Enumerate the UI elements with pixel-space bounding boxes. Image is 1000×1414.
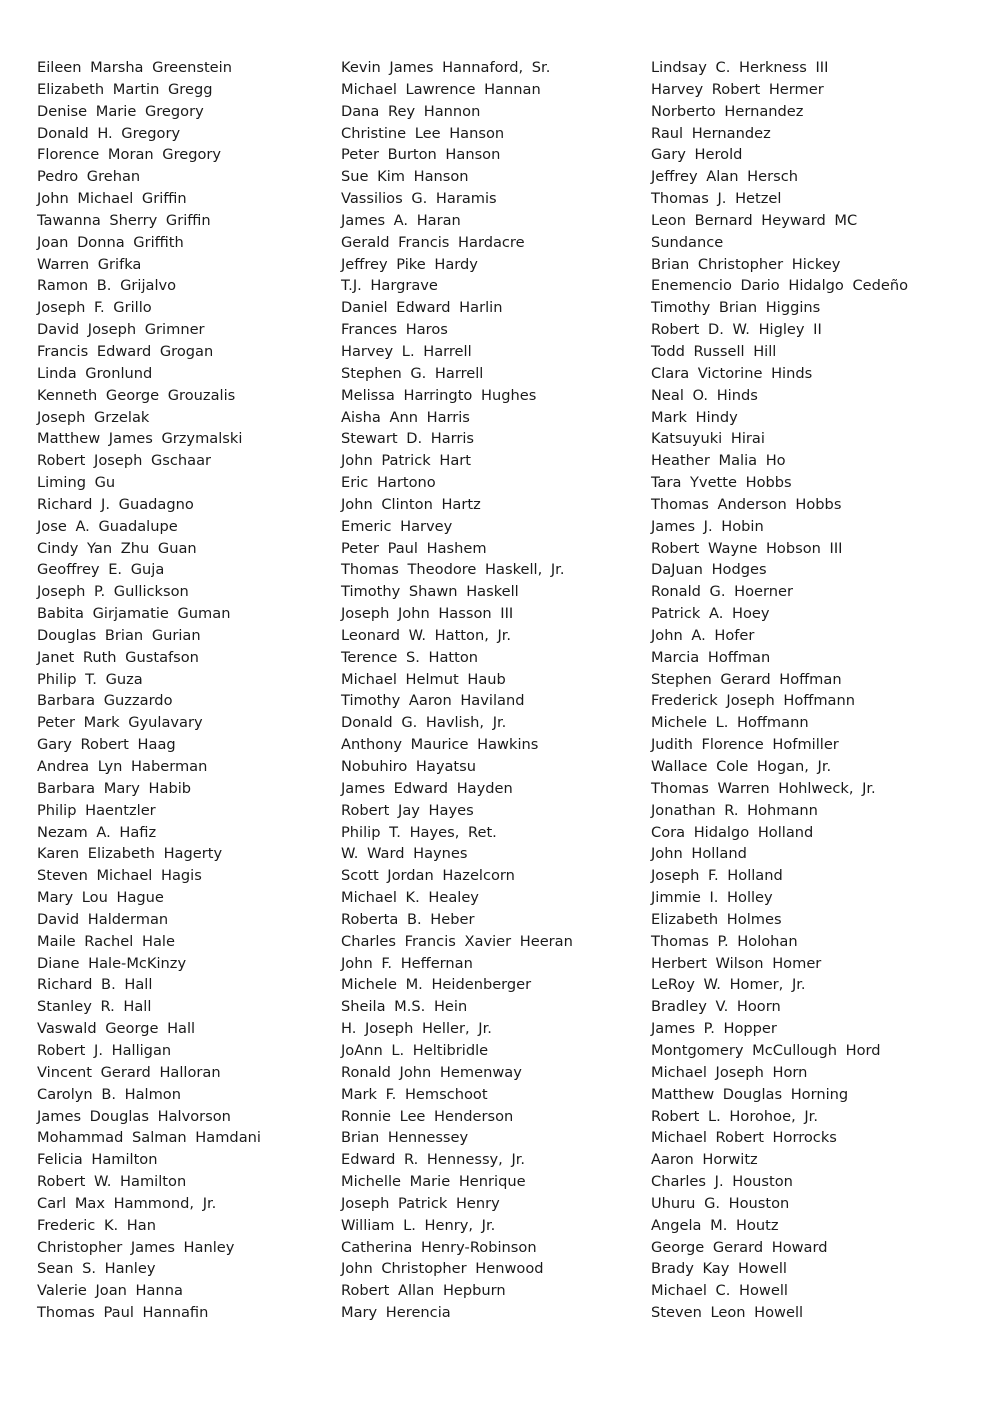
name-line: Jeffrey Pike Hardy (341, 255, 478, 273)
name-line: James P. Hopper (651, 1020, 777, 1038)
name-line: Jose A. Guadalupe (37, 517, 178, 535)
name-line: Florence Moran Gregory (37, 146, 222, 164)
name-line: Timothy Shawn Haskell (341, 583, 519, 601)
name-line: Barbara Mary Habib (37, 779, 192, 797)
name-line: Pedro Grehan (37, 168, 141, 186)
name-line: Robert Jay Hayes (341, 801, 474, 819)
name-line: Neal O. Hinds (651, 386, 758, 404)
name-line: Felicia Hamilton (37, 1151, 158, 1169)
name-line: Richard B. Hall (37, 976, 153, 994)
name-line: Matthew Douglas Horning (651, 1085, 849, 1103)
name-line: John Clinton Hartz (341, 495, 481, 513)
name-line: William L. Henry, Jr. (341, 1216, 496, 1234)
name-line: Sean S. Hanley (37, 1260, 156, 1278)
name-column-2 (341, 57, 573, 1324)
name-line: Elizabeth Martin Gregg (37, 80, 213, 98)
name-line: Christine Lee Hanson (341, 124, 505, 142)
name-line: John F. Heffernan (341, 954, 473, 972)
name-line: Brian Hennessey (341, 1129, 469, 1147)
name-line: Edward R. Hennessy, Jr. (341, 1151, 526, 1169)
name-line: Timothy Brian Higgins (651, 299, 821, 317)
name-line: Mark F. Hemschoot (341, 1085, 488, 1103)
name-line: Charles J. Houston (651, 1173, 793, 1191)
name-line: Harvey Robert Hermer (651, 80, 824, 98)
name-line: Kenneth George Grouzalis (37, 386, 236, 404)
name-line: John Holland (651, 845, 747, 863)
name-line: Babita Girjamatie Guman (37, 605, 231, 623)
name-line: Daniel Edward Harlin (341, 299, 503, 317)
name-line: Michele M. Heidenberger (341, 976, 532, 994)
name-line: Joseph P. Gullickson (37, 583, 189, 601)
name-line: Robert Wayne Hobson III (651, 539, 843, 557)
name-line: James Douglas Halvorson (37, 1107, 231, 1125)
name-line: Raul Hernandez (651, 124, 771, 142)
name-line: Philip T. Guza (37, 670, 143, 688)
name-line: Frederic K. Han (37, 1216, 156, 1234)
name-line: George Gerard Howard (651, 1238, 828, 1256)
name-line: John A. Hofer (651, 626, 755, 644)
name-line: Sundance (651, 233, 724, 251)
name-line: Carolyn B. Halmon (37, 1085, 181, 1103)
name-line: Roberta B. Heber (341, 910, 475, 928)
name-line: Francis Edward Grogan (37, 342, 214, 360)
name-line: Leon Bernard Heyward MC (651, 211, 858, 229)
name-line: Sue Kim Hanson (341, 168, 469, 186)
name-line: Anthony Maurice Hawkins (341, 736, 539, 754)
name-line: Gary Herold (651, 146, 743, 164)
name-line: Joseph Grzelak (37, 408, 150, 426)
name-line: Aisha Ann Harris (341, 408, 470, 426)
name-line: Joseph F. Grillo (37, 299, 152, 317)
name-line: Emeric Harvey (341, 517, 453, 535)
name-line: Vincent Gerard Halloran (37, 1063, 221, 1081)
name-line: JoAnn L. Heltibridle (341, 1041, 489, 1059)
name-line: Thomas J. Hetzel (651, 190, 782, 208)
name-line: Geoffrey E. Guja (37, 561, 165, 579)
name-line: Herbert Wilson Homer (651, 954, 822, 972)
name-line: David Halderman (37, 910, 169, 928)
name-line: Joseph Patrick Henry (341, 1194, 500, 1212)
name-line: Aaron Horwitz (651, 1151, 758, 1169)
name-line: Peter Mark Gyulavary (37, 714, 203, 732)
name-line: Michael Joseph Horn (651, 1063, 808, 1081)
name-line: H. Joseph Heller, Jr. (341, 1020, 492, 1038)
name-line: Charles Francis Xavier Heeran (341, 932, 573, 950)
name-line: Frederick Joseph Hoffmann (651, 692, 855, 710)
name-line: Leonard W. Hatton, Jr. (341, 626, 512, 644)
name-line: Joseph F. Holland (651, 867, 783, 885)
name-line: Ronald G. Hoerner (651, 583, 794, 601)
name-line: Ronnie Lee Henderson (341, 1107, 514, 1125)
name-line: Michele L. Hoffmann (651, 714, 809, 732)
name-line: Kevin James Hannaford, Sr. (341, 59, 551, 76)
name-line: Frances Haros (341, 321, 448, 339)
name-line: Douglas Brian Gurian (37, 626, 201, 644)
name-line: W. Ward Haynes (341, 845, 468, 863)
name-line: Harvey L. Harrell (341, 342, 472, 360)
name-line: Dana Rey Hannon (341, 102, 481, 120)
name-line: Maile Rachel Hale (37, 932, 175, 950)
name-line: LeRoy W. Homer, Jr. (651, 976, 806, 994)
name-line: Stephen Gerard Hoffman (651, 670, 842, 688)
name-line: Robert J. Halligan (37, 1041, 172, 1059)
name-line: Christopher James Hanley (37, 1238, 235, 1256)
name-line: Robert L. Horohoe, Jr. (651, 1107, 818, 1125)
name-line: Diane Hale-McKinzy (37, 954, 187, 972)
name-line: Stanley R. Hall (37, 998, 152, 1016)
name-line: Stephen G. Harrell (341, 364, 484, 382)
name-line: Mary Herencia (341, 1304, 451, 1322)
name-line: Vassilios G. Haramis (341, 190, 497, 208)
name-line: Melissa Harringto Hughes (341, 386, 537, 404)
name-line: Jonathan R. Hohmann (651, 801, 818, 819)
name-line: Scott Jordan Hazelcorn (341, 867, 515, 885)
name-line: Thomas P. Holohan (651, 932, 798, 950)
name-line: Nobuhiro Hayatsu (341, 758, 476, 775)
name-line: Thomas Warren Hohlweck, Jr. (651, 779, 876, 797)
name-line: Steven Michael Hagis (37, 867, 202, 885)
name-line: Catherina Henry-Robinson (341, 1238, 537, 1256)
name-line: Philip T. Hayes, Ret. (341, 823, 497, 841)
name-line: Brian Christopher Hickey (651, 255, 841, 273)
name-line: Philip Haentzler (37, 801, 156, 819)
name-line: Robert Joseph Gschaar (37, 452, 212, 470)
name-line: Robert D. W. Higley II (651, 321, 822, 339)
name-line: Michael Robert Horrocks (651, 1129, 837, 1147)
name-line: Jeffrey Alan Hersch (651, 168, 798, 186)
name-line: Michael Lawrence Hannan (341, 80, 541, 98)
name-line: Enemencio Dario Hidalgo Cedeño (651, 277, 909, 295)
name-line: Steven Leon Howell (651, 1304, 804, 1322)
name-line: Eric Hartono (341, 474, 436, 492)
name-line: Michael Helmut Haub (341, 670, 506, 688)
name-line: Joan Donna Griffith (37, 233, 184, 251)
name-line: Liming Gu (37, 474, 116, 492)
name-line: Katsuyuki Hirai (651, 430, 765, 448)
name-line: David Joseph Grimner (37, 321, 205, 339)
name-line: Donald H. Gregory (37, 124, 181, 142)
name-line: Donald G. Havlish, Jr. (341, 714, 507, 732)
name-line: Karen Elizabeth Hagerty (37, 845, 223, 863)
name-line: Gary Robert Haag (37, 736, 176, 754)
name-line: Barbara Guzzardo (37, 692, 173, 710)
name-line: Eileen Marsha Greenstein (37, 59, 232, 76)
name-line: John Michael Griffin (37, 190, 187, 208)
name-line: Carl Max Hammond, Jr. (37, 1194, 217, 1212)
name-line: Bradley V. Hoorn (651, 998, 781, 1016)
name-line: Wallace Cole Hogan, Jr. (651, 758, 832, 775)
name-line: Sheila M.S. Hein (341, 998, 468, 1016)
name-line: Marcia Hoffman (651, 648, 771, 666)
name-line: Timothy Aaron Haviland (341, 692, 525, 710)
name-line: Elizabeth Holmes (651, 910, 782, 928)
name-column-1 (37, 57, 261, 1324)
name-line: Janet Ruth Gustafson (37, 648, 199, 666)
name-line: Norberto Hernandez (651, 102, 804, 120)
name-line: Richard J. Guadagno (37, 495, 194, 513)
name-line: James Edward Hayden (341, 779, 513, 797)
name-line: Mark Hindy (651, 408, 738, 426)
name-line: Michelle Marie Henrique (341, 1173, 526, 1191)
name-line: Angela M. Houtz (651, 1216, 779, 1234)
name-line: Denise Marie Gregory (37, 102, 204, 120)
name-line: Andrea Lyn Haberman (37, 758, 208, 775)
name-line: Todd Russell Hill (651, 342, 777, 360)
name-line: Thomas Anderson Hobbs (651, 495, 842, 513)
name-line: Tawanna Sherry Griffin (37, 211, 211, 229)
name-line: T.J. Hargrave (341, 277, 438, 295)
name-line: Warren Grifka (37, 255, 142, 273)
name-line: Valerie Joan Hanna (37, 1282, 183, 1300)
name-line: Lindsay C. Herkness III (651, 59, 829, 76)
name-line: DaJuan Hodges (651, 561, 767, 579)
name-line: Thomas Theodore Haskell, Jr. (341, 561, 565, 579)
name-line: Michael C. Howell (651, 1282, 788, 1300)
name-line: John Patrick Hart (341, 452, 471, 470)
name-line: Mary Lou Hague (37, 889, 164, 907)
name-line: Ronald John Hemenway (341, 1063, 522, 1081)
name-line: Matthew James Grzymalski (37, 430, 243, 448)
name-line: Peter Burton Hanson (341, 146, 501, 164)
name-line: Jimmie I. Holley (651, 889, 773, 907)
name-line: Thomas Paul Hannafin (37, 1304, 209, 1322)
name-line: Uhuru G. Houston (651, 1194, 790, 1212)
name-line: Gerald Francis Hardacre (341, 233, 525, 251)
name-line: Ramon B. Grijalvo (37, 277, 177, 295)
name-line: Brady Kay Howell (651, 1260, 787, 1278)
name-line: Nezam A. Hafiz (37, 823, 157, 841)
name-line: Montgomery McCullough Hord (651, 1041, 881, 1059)
name-line: Tara Yvette Hobbs (651, 474, 792, 492)
name-line: Clara Victorine Hinds (651, 364, 813, 382)
name-line: James J. Hobin (651, 517, 764, 535)
name-line: John Christopher Henwood (341, 1260, 544, 1278)
name-line: Judith Florence Hofmiller (651, 736, 839, 754)
name-line: Heather Malia Ho (651, 452, 786, 470)
name-line: Cora Hidalgo Holland (651, 823, 814, 841)
name-line: Patrick A. Hoey (651, 605, 770, 623)
name-line: Michael K. Healey (341, 889, 479, 907)
name-line: Vaswald George Hall (37, 1020, 196, 1038)
name-column-3 (651, 57, 908, 1324)
name-line: Joseph John Hasson III (341, 605, 514, 623)
name-line: Robert Allan Hepburn (341, 1282, 506, 1300)
name-line: Stewart D. Harris (341, 430, 475, 448)
name-line: Robert W. Hamilton (37, 1173, 187, 1191)
name-line: James A. Haran (341, 211, 461, 229)
name-line: Peter Paul Hashem (341, 539, 487, 557)
name-line: Terence S. Hatton (341, 648, 479, 666)
name-line: Linda Gronlund (37, 364, 153, 382)
name-line: Cindy Yan Zhu Guan (37, 539, 197, 557)
name-line: Mohammad Salman Hamdani (37, 1129, 261, 1147)
